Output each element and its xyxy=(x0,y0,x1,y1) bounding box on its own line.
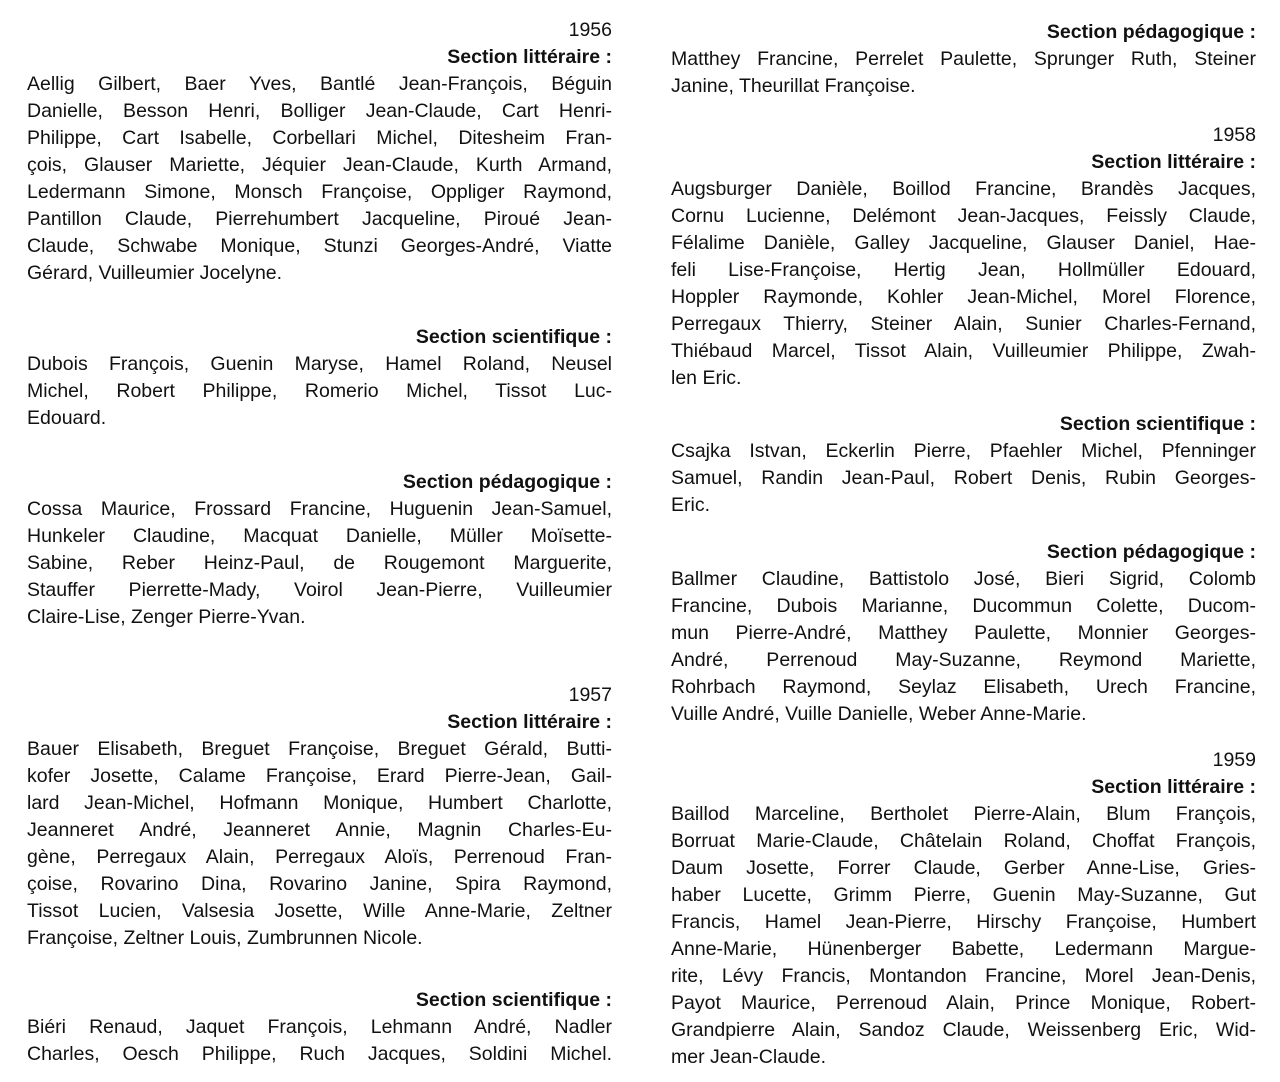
names-line: Eric. xyxy=(671,494,710,516)
names-line: çois, Glauser Mariette, Jéquier Jean-Claude, Kurth Armand, xyxy=(27,154,612,176)
names-line: Biéri Renaud, Jaquet François, Lehmann André, Nadler xyxy=(27,1016,612,1038)
names-line: André, Perrenoud May-Suzanne, Reymond Mariette, xyxy=(671,649,1256,671)
names-line: Claude, Schwabe Monique, Stunzi Georges-André, Viatte xyxy=(27,235,612,257)
year-1958: 1958 xyxy=(1212,124,1256,146)
names-line: Daum Josette, Forrer Claude, Gerber Anne-Lise, Gries- xyxy=(671,857,1256,879)
names-line: çoise, Rovarino Dina, Rovarino Janine, Spira Raymond, xyxy=(27,873,612,895)
year-1959: 1959 xyxy=(1212,749,1256,771)
section-litteraire-1959-heading: Section littéraire : xyxy=(1091,776,1256,798)
names-line: Philippe, Cart Isabelle, Corbellari Michel, Ditesheim Fran- xyxy=(27,127,612,149)
names-line: Perregaux Thierry, Steiner Alain, Sunier Charles-Fernand, xyxy=(671,313,1256,335)
names-line: Michel, Robert Philippe, Romerio Michel, Tissot Luc- xyxy=(27,380,612,402)
names-line: Csajka Istvan, Eckerlin Pierre, Pfaehler Michel, Pfenninger xyxy=(671,440,1256,462)
names-line: Dubois François, Guenin Maryse, Hamel Roland, Neusel xyxy=(27,353,612,375)
names-line: Cornu Lucienne, Delémont Jean-Jacques, Feissly Claude, xyxy=(671,205,1256,227)
names-line: Danielle, Besson Henri, Bolliger Jean-Claude, Cart Henri- xyxy=(27,100,612,122)
names-line: Sabine, Reber Heinz-Paul, de Rougemont Marguerite, xyxy=(27,552,612,574)
names-line: Charles, Oesch Philippe, Ruch Jacques, Soldini Michel. xyxy=(27,1043,612,1065)
names-line: rite, Lévy Francis, Montandon Francine, Morel Jean-Denis, xyxy=(671,965,1256,987)
names-line: Samuel, Randin Jean-Paul, Robert Denis, Rubin Georges- xyxy=(671,467,1256,489)
names-line: Thiébaud Marcel, Tissot Alain, Vuilleumier Philippe, Zwah- xyxy=(671,340,1256,362)
names-line: Cossa Maurice, Frossard Francine, Huguenin Jean-Samuel, xyxy=(27,498,612,520)
names-line: kofer Josette, Calame Françoise, Erard Pierre-Jean, Gail- xyxy=(27,765,612,787)
names-line: Payot Maurice, Perrenoud Alain, Prince Monique, Robert- xyxy=(671,992,1256,1014)
names-line: Vuille André, Vuille Danielle, Weber Anne-Marie. xyxy=(671,703,1087,725)
names-line: Bauer Elisabeth, Breguet Françoise, Breguet Gérald, Butti- xyxy=(27,738,612,760)
names-line: Claire-Lise, Zenger Pierre-Yvan. xyxy=(27,606,306,628)
names-line: Hunkeler Claudine, Macquat Danielle, Müller Moïsette- xyxy=(27,525,612,547)
names-line: Ballmer Claudine, Battistolo José, Bieri Sigrid, Colomb xyxy=(671,568,1256,590)
names-line: Gérard, Vuilleumier Jocelyne. xyxy=(27,262,283,284)
names-line: mun Pierre-André, Matthey Paulette, Monnier Georges- xyxy=(671,622,1256,644)
names-line: Grandpierre Alain, Sandoz Claude, Weissenberg Eric, Wid- xyxy=(671,1019,1256,1041)
section-pedagogique-1957-heading: Section pédagogique : xyxy=(1046,21,1256,43)
names-line: Ledermann Simone, Monsch Françoise, Oppliger Raymond, xyxy=(27,181,612,203)
names-line: Félalime Danièle, Galley Jacqueline, Glauser Daniel, Hae- xyxy=(671,232,1256,254)
names-line: Françoise, Zeltner Louis, Zumbrunnen Nicole. xyxy=(27,927,423,949)
names-line: Rohrbach Raymond, Seylaz Elisabeth, Urech Francine, xyxy=(671,676,1256,698)
names-line: Borruat Marie-Claude, Châtelain Roland, Choffat François, xyxy=(671,830,1256,852)
names-line: Anne-Marie, Hünenberger Babette, Ledermann Margue- xyxy=(671,938,1256,960)
section-litteraire-1957-heading: Section littéraire : xyxy=(447,711,612,733)
names-line: Francis, Hamel Jean-Pierre, Hirschy Françoise, Humbert xyxy=(671,911,1256,933)
section-scientifique-1956-heading: Section scientifique : xyxy=(415,326,612,348)
section-scientifique-1957-heading: Section scientifique : xyxy=(415,989,612,1011)
names-line: feli Lise-Françoise, Hertig Jean, Hollmüller Edouard, xyxy=(671,259,1256,281)
names-line: Stauffer Pierrette-Mady, Voirol Jean-Pierre, Vuilleumier xyxy=(27,579,612,601)
names-line: Janine, Theurillat Françoise. xyxy=(671,75,916,97)
names-line: Jeanneret André, Jeanneret Annie, Magnin Charles-Eu- xyxy=(27,819,612,841)
names-line: Aellig Gilbert, Baer Yves, Bantlé Jean-François, Béguin xyxy=(27,73,612,95)
names-line: Francine, Dubois Marianne, Ducommun Colette, Ducom- xyxy=(671,595,1256,617)
section-pedagogique-1956-heading: Section pédagogique : xyxy=(402,471,612,493)
names-line: Matthey Francine, Perrelet Paulette, Sprunger Ruth, Steiner xyxy=(671,48,1256,70)
year-1956: 1956 xyxy=(568,19,612,41)
section-litteraire-1956-heading: Section littéraire : xyxy=(447,46,612,68)
section-pedagogique-1958-heading: Section pédagogique : xyxy=(1046,541,1256,563)
names-line: Edouard. xyxy=(27,407,107,429)
names-line: Tissot Lucien, Valsesia Josette, Wille Anne-Marie, Zeltner xyxy=(27,900,612,922)
names-line: len Eric. xyxy=(671,367,742,389)
names-line: Augsburger Danièle, Boillod Francine, Brandès Jacques, xyxy=(671,178,1256,200)
names-line: Baillod Marceline, Bertholet Pierre-Alain, Blum François, xyxy=(671,803,1256,825)
names-line: Hoppler Raymonde, Kohler Jean-Michel, Morel Florence, xyxy=(671,286,1256,308)
section-scientifique-1958-heading: Section scientifique : xyxy=(1059,413,1256,435)
names-line: gène, Perregaux Alain, Perregaux Aloïs, Perrenoud Fran- xyxy=(27,846,612,868)
names-line: Pantillon Claude, Pierrehumbert Jacqueline, Piroué Jean- xyxy=(27,208,612,230)
names-line: haber Lucette, Grimm Pierre, Guenin May-Suzanne, Gut xyxy=(671,884,1256,906)
names-line: mer Jean-Claude. xyxy=(671,1046,826,1068)
year-1957: 1957 xyxy=(568,684,612,706)
section-litteraire-1958-heading: Section littéraire : xyxy=(1091,151,1256,173)
names-line: lard Jean-Michel, Hofmann Monique, Humbert Charlotte, xyxy=(27,792,612,814)
